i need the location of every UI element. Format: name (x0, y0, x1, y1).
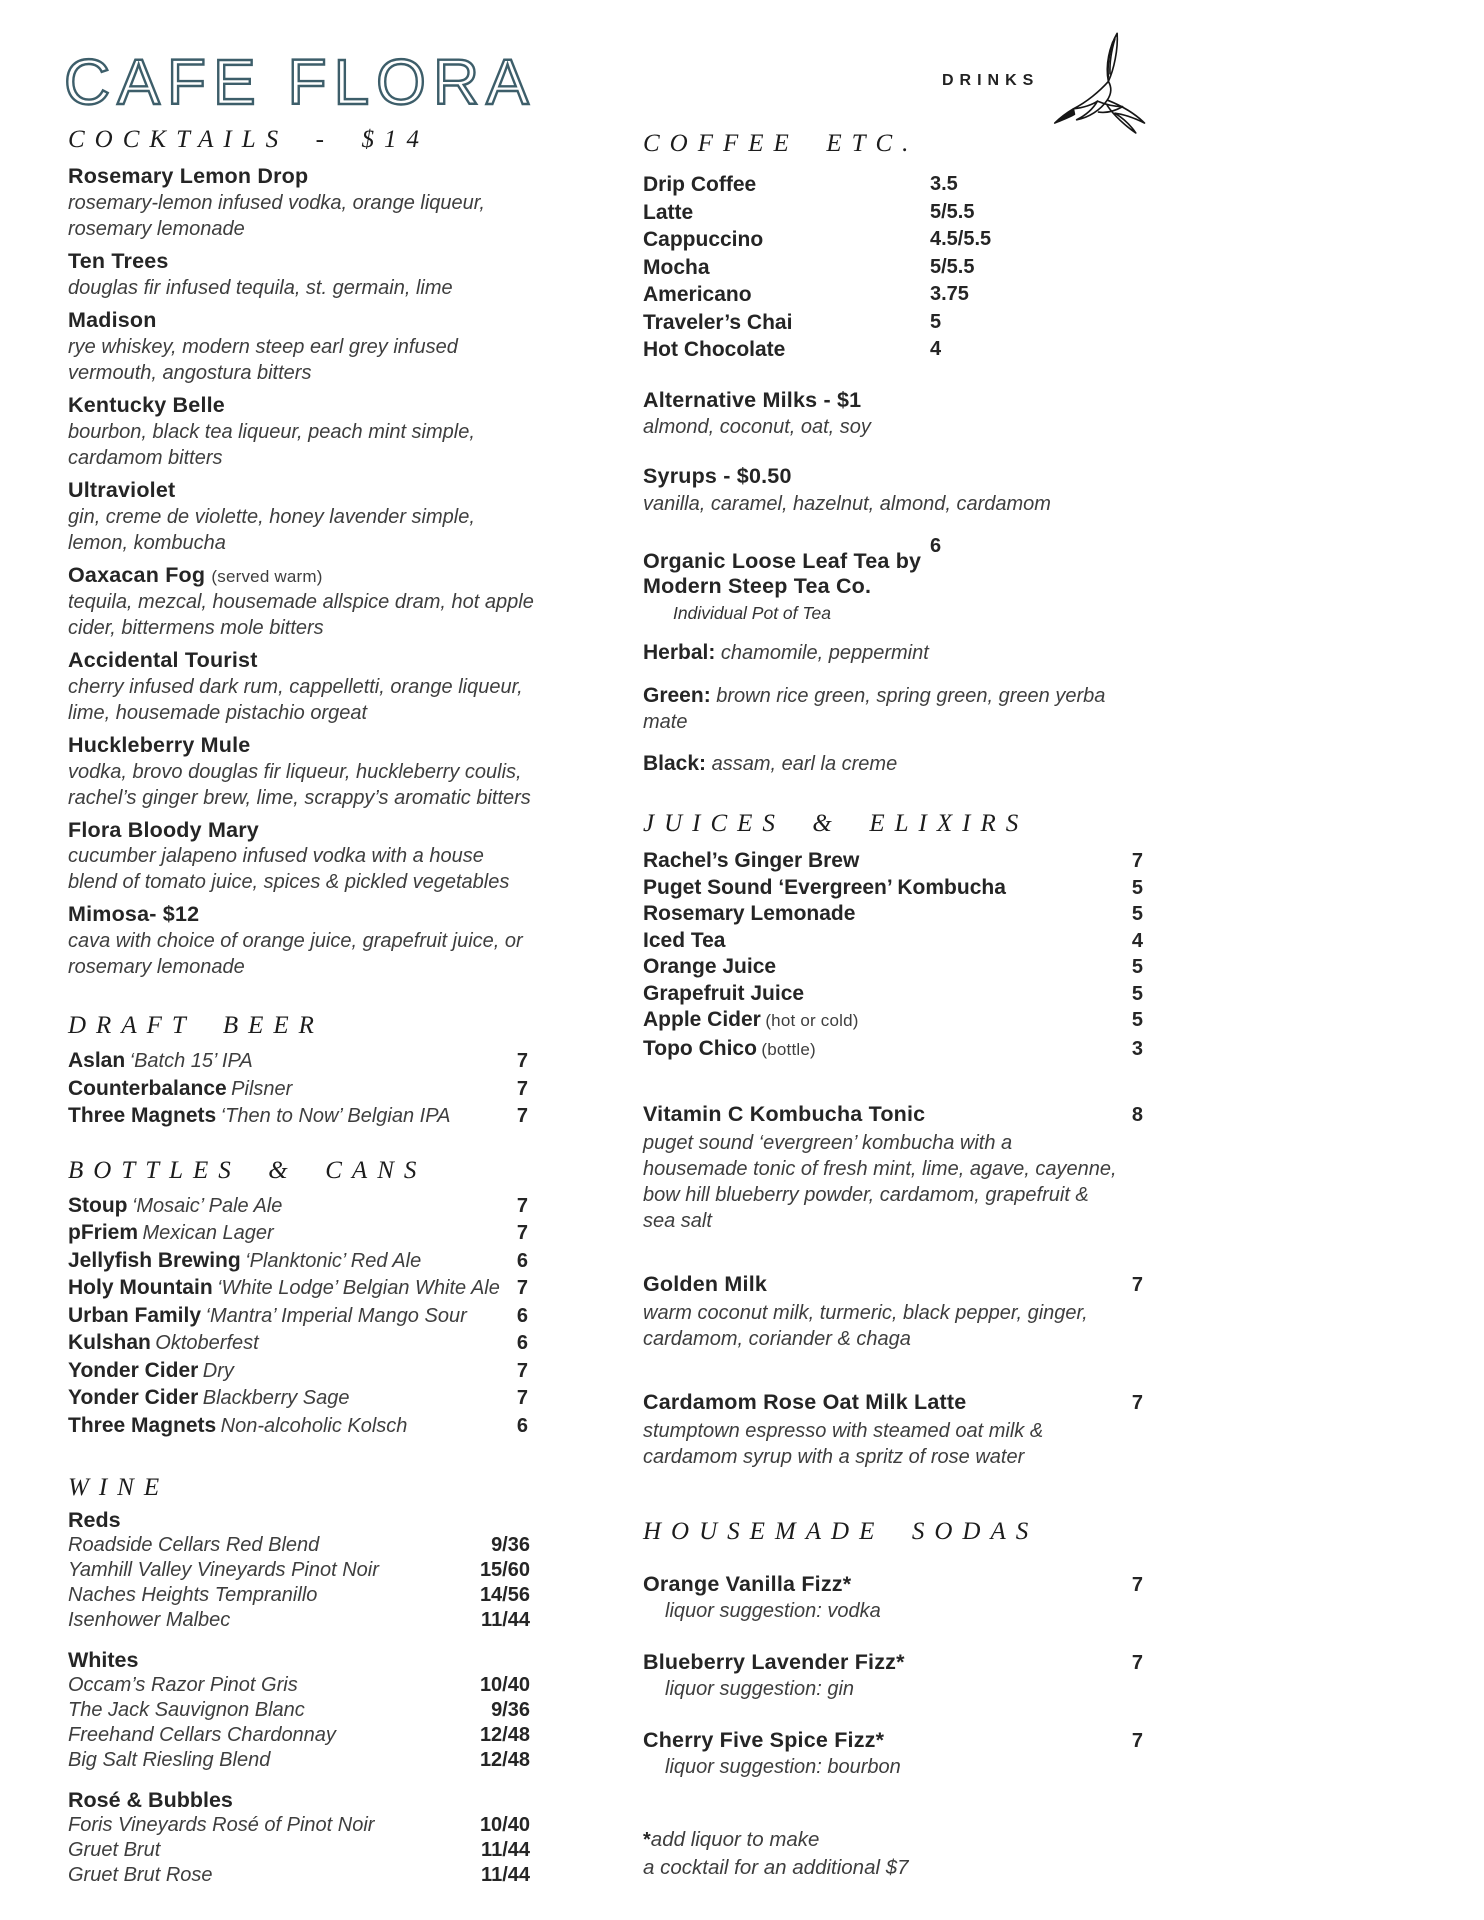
item-note: Individual Pot of Tea (673, 603, 831, 624)
section-cocktails (68, 164, 538, 980)
item-style: ‘Mantra’ Imperial Mango Sour (205, 1304, 467, 1327)
menu-item (68, 1813, 530, 1838)
item-price: 6 (516, 1332, 528, 1355)
menu-item (643, 254, 1145, 282)
footnote (643, 1826, 1145, 1881)
menu-item (643, 309, 1145, 337)
menu-item (68, 648, 538, 726)
tea-variety-list: assam, earl la creme (711, 752, 898, 775)
section-heading-bottles-cans: BOTTLES & CANS (68, 1156, 427, 1184)
item-price: 5 (1131, 956, 1143, 979)
section-heading-draft-beer: DRAFT BEER (68, 1012, 324, 1040)
item-name: Freehand Cellars Chardonnay (68, 1724, 336, 1747)
menu-item (68, 1103, 528, 1131)
item-price: 7 (1131, 1274, 1143, 1297)
item-price: 5 (1131, 876, 1143, 899)
item-price: 9/36 (491, 1699, 530, 1722)
menu-item (68, 249, 538, 301)
item-price: 3 (1131, 1037, 1143, 1060)
item-name: Drip Coffee (643, 173, 757, 196)
item-price: 7 (516, 1277, 528, 1300)
item-name: Gruet Brut (68, 1839, 161, 1862)
logo-outline-text (62, 40, 582, 122)
item-price: 5 (1131, 982, 1143, 1005)
item-name: Golden Milk (643, 1272, 768, 1297)
item-name: Iced Tea (643, 928, 726, 952)
menu-item (68, 902, 538, 980)
item-description: almond, coconut, oat, soy (643, 416, 871, 439)
item-name: Organic Loose Leaf Tea by (643, 549, 922, 574)
footnote-text: add liquor to make (650, 1828, 820, 1852)
tea-variety-label: Herbal: (643, 641, 716, 665)
item-name: Modern Steep Tea Co. (643, 574, 872, 599)
menu-item (68, 1358, 528, 1386)
item-price: 4 (1131, 929, 1143, 952)
menu-item (68, 1608, 530, 1633)
section-heading-juices: JUICES & ELIXIRS (643, 810, 1029, 838)
item-name: Big Salt Riesling Blend (68, 1749, 271, 1772)
item-name: Cappuccino (643, 228, 764, 251)
item-name: Yamhill Valley Vineyards Pinot Noir (68, 1559, 379, 1582)
menu-item (68, 1838, 530, 1863)
item-name: Alternative Milks - $1 (643, 387, 862, 412)
menu-item (643, 199, 1145, 227)
menu-item (68, 393, 538, 471)
item-description: puget sound ‘evergreen’ kombucha with a housemade tonic of fresh mint, lime, agave, cayenne, bow hill blueberry powder, cardamom, grapefruit & sea salt (643, 1132, 1117, 1233)
menu-item (68, 1558, 530, 1583)
item-style: ‘Batch 15’ IPA (129, 1050, 253, 1073)
menu-item (68, 1248, 528, 1276)
item-name: Puget Sound ‘Evergreen’ Kombucha (643, 875, 1006, 899)
tea-variety (643, 750, 1133, 777)
item-description: rye whiskey, modern steep earl grey infused vermouth, angostura bitters (68, 335, 458, 384)
section-juices (643, 848, 1145, 1064)
item-price: 3.75 (930, 283, 969, 305)
item-price: 7 (516, 1194, 528, 1217)
menu-item (68, 1583, 530, 1608)
menu-item (643, 954, 1143, 981)
item-price: 8 (1131, 1104, 1143, 1127)
menu-item (68, 563, 538, 641)
item-style: Pilsner (231, 1077, 293, 1100)
menu-item (68, 1863, 530, 1888)
item-price: 11/44 (481, 1609, 530, 1632)
menu-item (68, 1413, 528, 1441)
section-heading-cocktails: COCKTAILS - $14 (68, 126, 429, 153)
item-name: Rachel’s Ginger Brew (643, 849, 860, 873)
item-price: 10/40 (479, 1674, 530, 1697)
item-brand: Holy Mountain (68, 1276, 213, 1300)
item-name: Rosemary Lemonade (643, 902, 856, 926)
item-price: 5/5.5 (930, 255, 975, 278)
menu-item (68, 478, 538, 556)
item-style: Oktoberfest (155, 1332, 259, 1355)
item-brand: Counterbalance (68, 1076, 227, 1100)
item-name: Madison (68, 307, 157, 332)
menu-item (68, 1385, 528, 1413)
item-brand: Yonder Cider (68, 1386, 199, 1410)
item-price: 7 (516, 1359, 528, 1382)
item-name: Americano (643, 283, 752, 306)
item-price: 3.5 (930, 173, 958, 195)
item-price: 4.5/5.5 (930, 228, 992, 250)
item-brand: pFriem (68, 1221, 139, 1245)
item-brand: Yonder Cider (68, 1358, 199, 1382)
menu-item (68, 164, 538, 242)
item-style: ‘Planktonic’ Red Ale (245, 1249, 422, 1272)
item-name: Accidental Tourist (68, 647, 258, 672)
item-style: ‘Mosaic’ Pale Ale (131, 1194, 283, 1217)
item-price: 7 (516, 1077, 528, 1100)
cafe-flora-logo (62, 40, 582, 127)
item-price: 7 (1131, 1574, 1143, 1597)
item-style: Non-alcoholic Kolsch (220, 1414, 408, 1437)
item-price: 5 (930, 310, 942, 333)
item-name: Vitamin C Kombucha Tonic (643, 1102, 926, 1127)
item-name: Orange Vanilla Fizz* (643, 1572, 852, 1597)
item-name: Topo Chico (643, 1036, 757, 1060)
item-name: The Jack Sauvignon Blanc (68, 1699, 305, 1722)
menu-item (68, 1330, 528, 1358)
menu-item (68, 1748, 530, 1773)
menu-item (643, 875, 1143, 902)
menu-item (68, 1533, 530, 1558)
item-suggestion: liquor suggestion: vodka (665, 1600, 881, 1623)
section-bottles-cans (68, 1157, 538, 1441)
item-description: bourbon, black tea liqueur, peach mint simple, cardamom bitters (68, 420, 475, 469)
menu-item (643, 981, 1143, 1008)
item-name: Occam’s Razor Pinot Gris (68, 1674, 298, 1697)
item-price: 5 (1131, 1009, 1143, 1032)
left-column (68, 126, 538, 1888)
item-price: 6 (516, 1414, 528, 1437)
footnote-text: a cocktail for an additional $7 (643, 1855, 909, 1879)
item-price: 7 (516, 1105, 528, 1128)
item-style: ‘White Lodge’ Belgian White Ale (217, 1277, 500, 1300)
item-description: vodka, brovo douglas fir liqueur, huckleberry coulis, rachel’s ginger brew, lime, scrappy’s aromatic bitters (68, 760, 531, 809)
item-name: Mocha (643, 255, 710, 279)
item-name: Grapefruit Juice (643, 981, 805, 1005)
item-price: 6 (930, 535, 942, 558)
item-price: 12/48 (479, 1749, 530, 1772)
item-style: Mexican Lager (142, 1222, 274, 1245)
item-brand: Three Magnets (68, 1413, 217, 1437)
item-suggestion: liquor suggestion: gin (665, 1678, 855, 1701)
tea-variety-label: Green: (643, 683, 711, 707)
item-name: Cardamom Rose Oat Milk Latte (643, 1390, 967, 1415)
menu-item (643, 171, 1145, 199)
tea-variety (643, 682, 1133, 735)
item-description: cava with choice of orange juice, grapefruit juice, or rosemary lemonade (68, 930, 523, 979)
menu-item (643, 1036, 1143, 1065)
menu-item (68, 1048, 528, 1076)
section-draft-beer (68, 1012, 538, 1131)
item-name: Blueberry Lavender Fizz* (643, 1650, 905, 1675)
item-brand: Stoup (68, 1193, 128, 1217)
wine-group-label: Whites (68, 1648, 139, 1673)
swallow-icon (1048, 30, 1160, 139)
menu-item (643, 464, 1145, 517)
footnote-asterisk: * (643, 1829, 651, 1852)
item-brand: Jellyfish Brewing (68, 1248, 241, 1272)
menu-item (643, 1007, 1143, 1036)
item-brand: Urban Family (68, 1303, 202, 1327)
item-brand: Three Magnets (68, 1104, 217, 1128)
item-price: 7 (1131, 850, 1143, 873)
menu-item (643, 1728, 1145, 1780)
item-price: 7 (1131, 1652, 1143, 1675)
item-name: Syrups - $0.50 (643, 464, 792, 489)
item-description: douglas fir infused tequila, st. germain, lime (68, 276, 453, 299)
menu-item (68, 1220, 528, 1248)
item-price: 6 (516, 1304, 528, 1327)
menu-item (643, 1102, 1145, 1234)
item-name: Naches Heights Tempranillo (68, 1584, 318, 1607)
logo-text: CAFE FLORA (64, 46, 536, 118)
menu-item (643, 1650, 1145, 1702)
item-description: tequila, mezcal, housemade allspice dram, hot apple cider, bittermens mole bitters (68, 590, 534, 639)
item-price: 7 (516, 1050, 528, 1073)
section-heading-sodas: HOUSEMADE SODAS (643, 1518, 1039, 1546)
item-name: Mimosa- $12 (68, 902, 200, 927)
item-name: Ultraviolet (68, 477, 176, 502)
item-name: Oaxacan Fog (68, 562, 206, 587)
item-name: Traveler’s Chai (643, 310, 793, 334)
page-title: DRINKS (942, 72, 1040, 89)
menu-item (68, 1723, 530, 1748)
item-suggestion: liquor suggestion: bourbon (665, 1756, 901, 1779)
menu-item (68, 1673, 530, 1698)
wine-group-label: Reds (68, 1508, 121, 1533)
item-price: 11/44 (481, 1864, 530, 1887)
menu-item (68, 818, 538, 896)
item-description: cucumber jalapeno infused vodka with a house blend of tomato juice, spices & pickled vegetables (68, 845, 510, 894)
item-price: 14/56 (479, 1584, 530, 1607)
item-style: ‘Then to Now’ Belgian IPA (220, 1105, 451, 1128)
item-price: 7 (1131, 1392, 1143, 1415)
item-note: (hot or cold) (765, 1011, 859, 1031)
item-name: Orange Juice (643, 955, 777, 979)
menu-item (643, 928, 1143, 955)
item-price: 7 (516, 1222, 528, 1245)
item-description: gin, creme de violette, honey lavender simple, lemon, kombucha (68, 505, 475, 554)
item-style: Dry (202, 1359, 234, 1382)
menu-item (643, 281, 1145, 309)
item-price: 4 (930, 338, 942, 360)
item-name: Roadside Cellars Red Blend (68, 1534, 320, 1557)
item-price: 9/36 (491, 1534, 530, 1557)
item-name: Ten Trees (68, 248, 169, 273)
menu-item (68, 733, 538, 811)
item-name: Latte (643, 200, 694, 224)
menu-item (643, 336, 1145, 364)
section-heading-coffee: COFFEE ETC. (643, 130, 919, 157)
item-price: 7 (1131, 1730, 1143, 1753)
item-style: Blackberry Sage (202, 1387, 350, 1410)
tea-variety-list: chamomile, peppermint (720, 642, 929, 665)
item-name: Hot Chocolate (643, 338, 786, 361)
menu-item (643, 848, 1143, 875)
menu-item (68, 1303, 528, 1331)
tea-variety-label: Black: (643, 751, 707, 775)
menu-item (643, 226, 1145, 254)
item-description: vanilla, caramel, hazelnut, almond, cardamom (643, 493, 1051, 516)
item-note: (served warm) (211, 566, 323, 586)
item-description: rosemary-lemon infused vodka, orange liqueur, rosemary lemonade (68, 191, 485, 240)
menu-item (643, 388, 1145, 441)
menu-item (643, 901, 1143, 928)
tea-variety-list: brown rice green, spring green, green yerba mate (643, 684, 1106, 733)
section-heading-wine: WINE (68, 1474, 170, 1502)
item-name: Cherry Five Spice Fizz* (643, 1728, 885, 1753)
item-price: 12/48 (479, 1724, 530, 1747)
item-description: stumptown espresso with steamed oat milk & cardamom syrup with a spritz of rose water (643, 1420, 1044, 1469)
item-brand: Kulshan (68, 1331, 151, 1355)
item-price: 10/40 (479, 1814, 530, 1837)
wine-group-label: Rosé & Bubbles (68, 1788, 233, 1813)
menu-item (68, 1275, 528, 1303)
section-wine (68, 1474, 538, 1888)
item-brand: Aslan (68, 1049, 126, 1073)
item-price: 7 (516, 1387, 528, 1410)
item-name: Foris Vineyards Rosé of Pinot Noir (68, 1814, 375, 1837)
item-name: Kentucky Belle (68, 392, 225, 417)
menu-item (68, 1193, 528, 1221)
item-description: cherry infused dark rum, cappelletti, orange liqueur, lime, housemade pistachio orgeat (68, 675, 523, 724)
menu-item (68, 308, 538, 386)
menu-item (643, 1572, 1145, 1624)
item-price: 5 (1131, 903, 1143, 926)
item-name: Gruet Brut Rose (68, 1864, 213, 1887)
item-price: 11/44 (481, 1839, 530, 1862)
tea-variety (643, 639, 1133, 666)
item-name: Rosemary Lemon Drop (68, 164, 309, 188)
item-note: (bottle) (761, 1039, 816, 1059)
menu-item (68, 1698, 530, 1723)
item-name: Isenhower Malbec (68, 1609, 231, 1632)
right-column (643, 130, 1145, 1881)
item-price: 6 (516, 1249, 528, 1272)
menu-item (643, 1272, 1145, 1352)
item-description: warm coconut milk, turmeric, black pepper, ginger, cardamom, coriander & chaga (643, 1302, 1088, 1351)
item-price: 5/5.5 (930, 200, 975, 223)
item-price: 15/60 (479, 1559, 530, 1582)
item-name: Flora Bloody Mary (68, 817, 259, 842)
menu-item (643, 1390, 1145, 1470)
section-coffee (643, 171, 1145, 364)
menu-item (68, 1076, 528, 1104)
item-name: Huckleberry Mule (68, 732, 251, 757)
menu-item-tea (643, 535, 1145, 777)
item-name: Apple Cider (643, 1008, 761, 1032)
